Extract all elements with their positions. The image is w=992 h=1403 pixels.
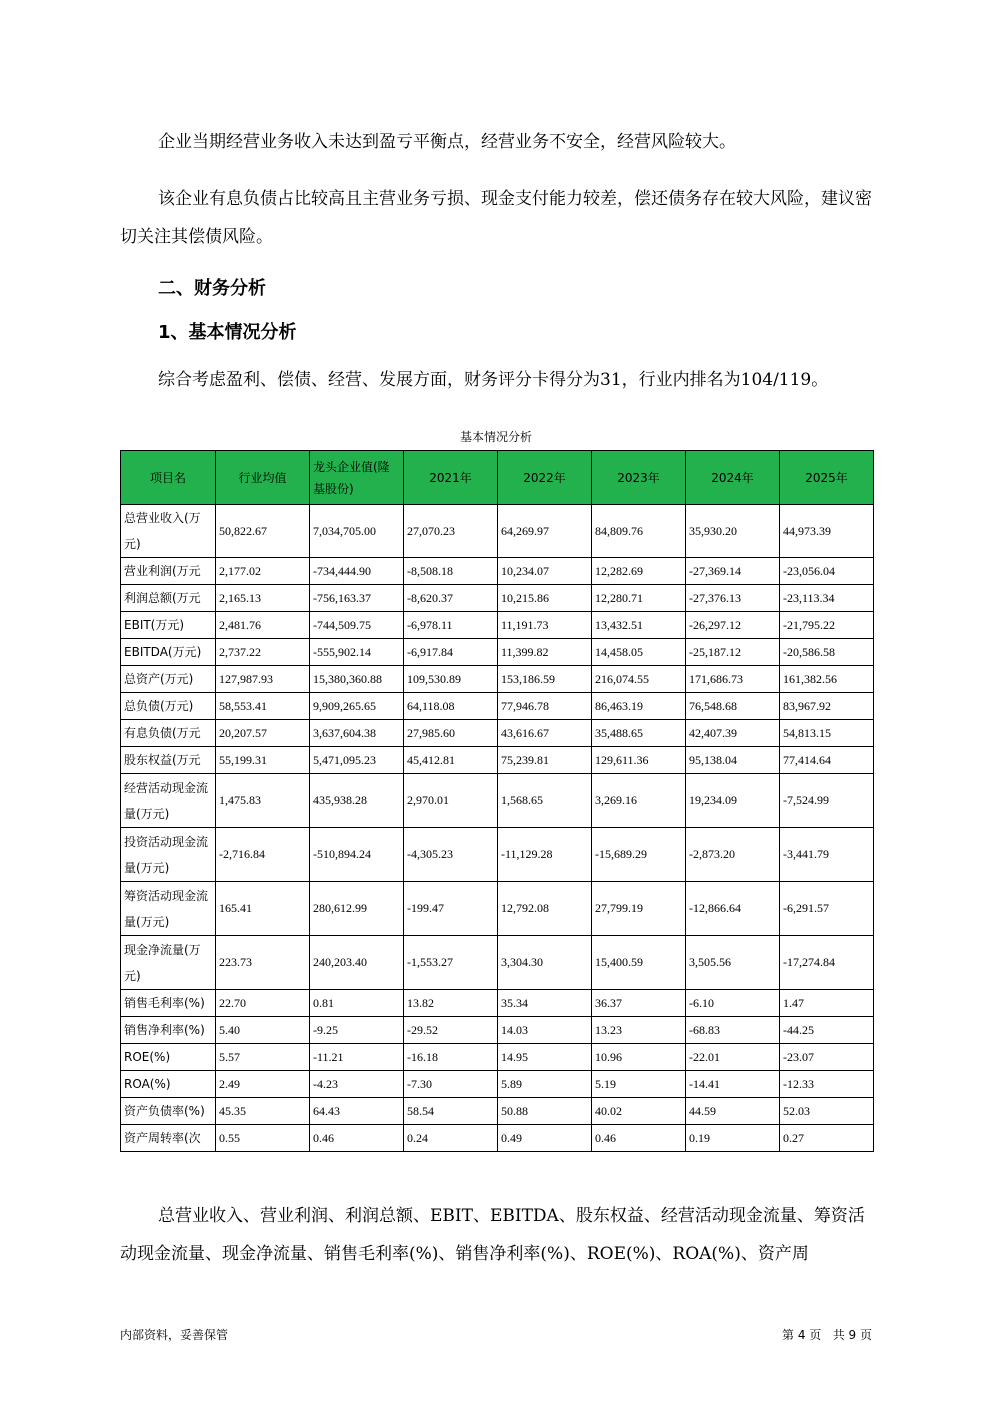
section-heading: 二、财务分析 (158, 278, 266, 299)
value-cell: 12,280.71 (592, 585, 686, 612)
value-cell: -6,917.84 (404, 639, 498, 666)
value-cell: 45.35 (216, 1098, 310, 1125)
value-cell: 165.41 (216, 882, 310, 936)
value-cell: 0.24 (404, 1125, 498, 1152)
value-cell: 2,970.01 (404, 774, 498, 828)
value-cell: 1,568.65 (498, 774, 592, 828)
row-label-cell: 总营业收入(万元) (121, 505, 216, 558)
table-row (121, 747, 874, 774)
value-cell: -14.41 (686, 1071, 780, 1098)
value-cell: 13.23 (592, 1017, 686, 1044)
table-row (121, 936, 874, 990)
table-row (121, 558, 874, 585)
value-cell: -25,187.12 (686, 639, 780, 666)
table-row (121, 1125, 874, 1152)
value-cell: 15,400.59 (592, 936, 686, 990)
value-cell: -6,291.57 (780, 882, 874, 936)
value-cell: 7,034,705.00 (310, 505, 404, 558)
table-row (121, 990, 874, 1017)
value-cell: 435,938.28 (310, 774, 404, 828)
value-cell: 52.03 (780, 1098, 874, 1125)
financial-table (120, 450, 874, 1152)
value-cell: 1,475.83 (216, 774, 310, 828)
value-cell: 19,234.09 (686, 774, 780, 828)
value-cell: 14.03 (498, 1017, 592, 1044)
value-cell: 75,239.81 (498, 747, 592, 774)
value-cell: -21,795.22 (780, 612, 874, 639)
value-cell: 3,304.30 (498, 936, 592, 990)
value-cell: -2,716.84 (216, 828, 310, 882)
value-cell: 64.43 (310, 1098, 404, 1125)
row-label-cell: 资产周转率(次 (121, 1125, 216, 1152)
row-label-cell: 销售毛利率(%) (121, 990, 216, 1017)
value-cell: 76,548.68 (686, 693, 780, 720)
value-cell: -29.52 (404, 1017, 498, 1044)
value-cell: -12,866.64 (686, 882, 780, 936)
row-label-cell: 资产负债率(%) (121, 1098, 216, 1125)
footer-page-number: 第 4 页 共 9 页 (782, 1328, 872, 1342)
header-year-2022: 2022年 (498, 451, 592, 505)
table-row (121, 666, 874, 693)
value-cell: -1,553.27 (404, 936, 498, 990)
table-header-row (121, 451, 874, 505)
value-cell: 86,463.19 (592, 693, 686, 720)
value-cell: 15,380,360.88 (310, 666, 404, 693)
value-cell: -23.07 (780, 1044, 874, 1071)
value-cell: 27,070.23 (404, 505, 498, 558)
value-cell: -6.10 (686, 990, 780, 1017)
value-cell: 0.81 (310, 990, 404, 1017)
value-cell: 2,737.22 (216, 639, 310, 666)
value-cell: 35,930.20 (686, 505, 780, 558)
value-cell: 109,530.89 (404, 666, 498, 693)
value-cell: 12,792.08 (498, 882, 592, 936)
value-cell: 27,799.19 (592, 882, 686, 936)
value-cell: 2,177.02 (216, 558, 310, 585)
value-cell: 216,074.55 (592, 666, 686, 693)
row-label-cell: ROA(%) (121, 1071, 216, 1098)
table-caption: 基本情况分析 (459, 430, 532, 444)
value-cell: 5,471,095.23 (310, 747, 404, 774)
value-cell: 35.34 (498, 990, 592, 1017)
value-cell: -8,508.18 (404, 558, 498, 585)
value-cell: 35,488.65 (592, 720, 686, 747)
table-row (121, 585, 874, 612)
value-cell: -6,978.11 (404, 612, 498, 639)
value-cell: 77,946.78 (498, 693, 592, 720)
value-cell: -4,305.23 (404, 828, 498, 882)
value-cell: 129,611.36 (592, 747, 686, 774)
value-cell: 127,987.93 (216, 666, 310, 693)
row-label-cell: ROE(%) (121, 1044, 216, 1071)
value-cell: 153,186.59 (498, 666, 592, 693)
row-label-cell: EBITDA(万元) (121, 639, 216, 666)
value-cell: 14.95 (498, 1044, 592, 1071)
header-leading-company: 龙头企业值(隆基股份) (310, 451, 404, 505)
table-row (121, 720, 874, 747)
value-cell: -22.01 (686, 1044, 780, 1071)
header-item-name: 项目名 (121, 451, 216, 505)
value-cell: -20,586.58 (780, 639, 874, 666)
value-cell: 0.27 (780, 1125, 874, 1152)
row-label-cell: 现金净流量(万元) (121, 936, 216, 990)
value-cell: 0.46 (592, 1125, 686, 1152)
value-cell: 10.96 (592, 1044, 686, 1071)
value-cell: 5.40 (216, 1017, 310, 1044)
value-cell: -23,113.34 (780, 585, 874, 612)
value-cell: -12.33 (780, 1071, 874, 1098)
table-row (121, 505, 874, 558)
value-cell: 13,432.51 (592, 612, 686, 639)
value-cell: 58.54 (404, 1098, 498, 1125)
footer-confidential-note: 内部资料，妥善保管 (120, 1328, 229, 1342)
paragraph-score-summary: 综合考虑盈利、偿债、经营、发展方面，财务评分卡得分为31，行业内排名为104/119。 (158, 370, 829, 390)
value-cell: 5.89 (498, 1071, 592, 1098)
value-cell: 50,822.67 (216, 505, 310, 558)
value-cell: -16.18 (404, 1044, 498, 1071)
value-cell: -11.21 (310, 1044, 404, 1071)
value-cell: 54,813.15 (780, 720, 874, 747)
value-cell: 3,637,604.38 (310, 720, 404, 747)
table-row (121, 612, 874, 639)
value-cell: 2,165.13 (216, 585, 310, 612)
value-cell: 58,553.41 (216, 693, 310, 720)
value-cell: 223.73 (216, 936, 310, 990)
value-cell: 2.49 (216, 1071, 310, 1098)
row-label-cell: 投资活动现金流量(万元) (121, 828, 216, 882)
value-cell: -9.25 (310, 1017, 404, 1044)
table-body (121, 505, 874, 1152)
value-cell: 13.82 (404, 990, 498, 1017)
value-cell: 12,282.69 (592, 558, 686, 585)
value-cell: 14,458.05 (592, 639, 686, 666)
row-label-cell: 经营活动现金流量(万元) (121, 774, 216, 828)
value-cell: -3,441.79 (780, 828, 874, 882)
value-cell: -7,524.99 (780, 774, 874, 828)
value-cell: -4.23 (310, 1071, 404, 1098)
value-cell: 0.19 (686, 1125, 780, 1152)
header-industry-average: 行业均值 (216, 451, 310, 505)
paragraph-debt-risk: 该企业有息负债占比较高且主营业务亏损、现金支付能力较差，偿还债务存在较大风险，建议密切关注其偿债风险。 (120, 189, 872, 247)
header-year-2025: 2025年 (780, 451, 874, 505)
paragraph-metrics-list: 总营业收入、营业利润、利润总额、EBIT、EBITDA、股东权益、经营活动现金流量、筹资活动现金流量、现金净流量、销售毛利率(%)、销售净利率(%)、ROE(%)、ROA(%)、资产周 (120, 1206, 865, 1264)
row-label-cell: 销售净利率(%) (121, 1017, 216, 1044)
row-label-cell: 营业利润(万元 (121, 558, 216, 585)
value-cell: -44.25 (780, 1017, 874, 1044)
value-cell: -8,620.37 (404, 585, 498, 612)
table-row (121, 639, 874, 666)
value-cell: 55,199.31 (216, 747, 310, 774)
value-cell: 10,234.07 (498, 558, 592, 585)
header-year-2021: 2021年 (404, 451, 498, 505)
value-cell: -11,129.28 (498, 828, 592, 882)
value-cell: 27,985.60 (404, 720, 498, 747)
row-label-cell: 总资产(万元) (121, 666, 216, 693)
table-row (121, 693, 874, 720)
value-cell: 240,203.40 (310, 936, 404, 990)
value-cell: 22.70 (216, 990, 310, 1017)
row-label-cell: 有息负债(万元 (121, 720, 216, 747)
header-year-2023: 2023年 (592, 451, 686, 505)
value-cell: -26,297.12 (686, 612, 780, 639)
value-cell: 1.47 (780, 990, 874, 1017)
value-cell: -15,689.29 (592, 828, 686, 882)
value-cell: -27,369.14 (686, 558, 780, 585)
value-cell: 11,191.73 (498, 612, 592, 639)
value-cell: -7.30 (404, 1071, 498, 1098)
row-label-cell: 股东权益(万元 (121, 747, 216, 774)
table-row (121, 828, 874, 882)
value-cell: 3,505.56 (686, 936, 780, 990)
value-cell: 9,909,265.65 (310, 693, 404, 720)
value-cell: 40.02 (592, 1098, 686, 1125)
value-cell: 44.59 (686, 1098, 780, 1125)
value-cell: 95,138.04 (686, 747, 780, 774)
value-cell: 83,967.92 (780, 693, 874, 720)
value-cell: 0.55 (216, 1125, 310, 1152)
row-label-cell: EBIT(万元) (121, 612, 216, 639)
value-cell: 3,269.16 (592, 774, 686, 828)
table-row (121, 882, 874, 936)
value-cell: -27,376.13 (686, 585, 780, 612)
value-cell: -68.83 (686, 1017, 780, 1044)
value-cell: 84,809.76 (592, 505, 686, 558)
value-cell: -199.47 (404, 882, 498, 936)
value-cell: 20,207.57 (216, 720, 310, 747)
paragraph-operating-risk: 企业当期经营业务收入未达到盈亏平衡点，经营业务不安全，经营风险较大。 (158, 132, 736, 152)
value-cell: 64,118.08 (404, 693, 498, 720)
value-cell: 2,481.76 (216, 612, 310, 639)
value-cell: 50.88 (498, 1098, 592, 1125)
value-cell: -23,056.04 (780, 558, 874, 585)
value-cell: 36.37 (592, 990, 686, 1017)
header-year-2024: 2024年 (686, 451, 780, 505)
table-row (121, 1044, 874, 1071)
value-cell: 0.49 (498, 1125, 592, 1152)
value-cell: 10,215.86 (498, 585, 592, 612)
value-cell: -555,902.14 (310, 639, 404, 666)
value-cell: 44,973.39 (780, 505, 874, 558)
value-cell: 77,414.64 (780, 747, 874, 774)
row-label-cell: 总负债(万元) (121, 693, 216, 720)
value-cell: 45,412.81 (404, 747, 498, 774)
value-cell: 0.46 (310, 1125, 404, 1152)
table-row (121, 1098, 874, 1125)
value-cell: -17,274.84 (780, 936, 874, 990)
value-cell: 64,269.97 (498, 505, 592, 558)
value-cell: 161,382.56 (780, 666, 874, 693)
table-row (121, 774, 874, 828)
subsection-heading: 1、基本情况分析 (158, 322, 297, 343)
table-row (121, 1017, 874, 1044)
value-cell: 5.57 (216, 1044, 310, 1071)
value-cell: -734,444.90 (310, 558, 404, 585)
value-cell: -510,894.24 (310, 828, 404, 882)
value-cell: -2,873.20 (686, 828, 780, 882)
row-label-cell: 利润总额(万元 (121, 585, 216, 612)
row-label-cell: 筹资活动现金流量(万元) (121, 882, 216, 936)
table-row (121, 1071, 874, 1098)
value-cell: 171,686.73 (686, 666, 780, 693)
value-cell: -756,163.37 (310, 585, 404, 612)
value-cell: 11,399.82 (498, 639, 592, 666)
value-cell: 43,616.67 (498, 720, 592, 747)
value-cell: 5.19 (592, 1071, 686, 1098)
value-cell: 280,612.99 (310, 882, 404, 936)
value-cell: -744,509.75 (310, 612, 404, 639)
value-cell: 42,407.39 (686, 720, 780, 747)
